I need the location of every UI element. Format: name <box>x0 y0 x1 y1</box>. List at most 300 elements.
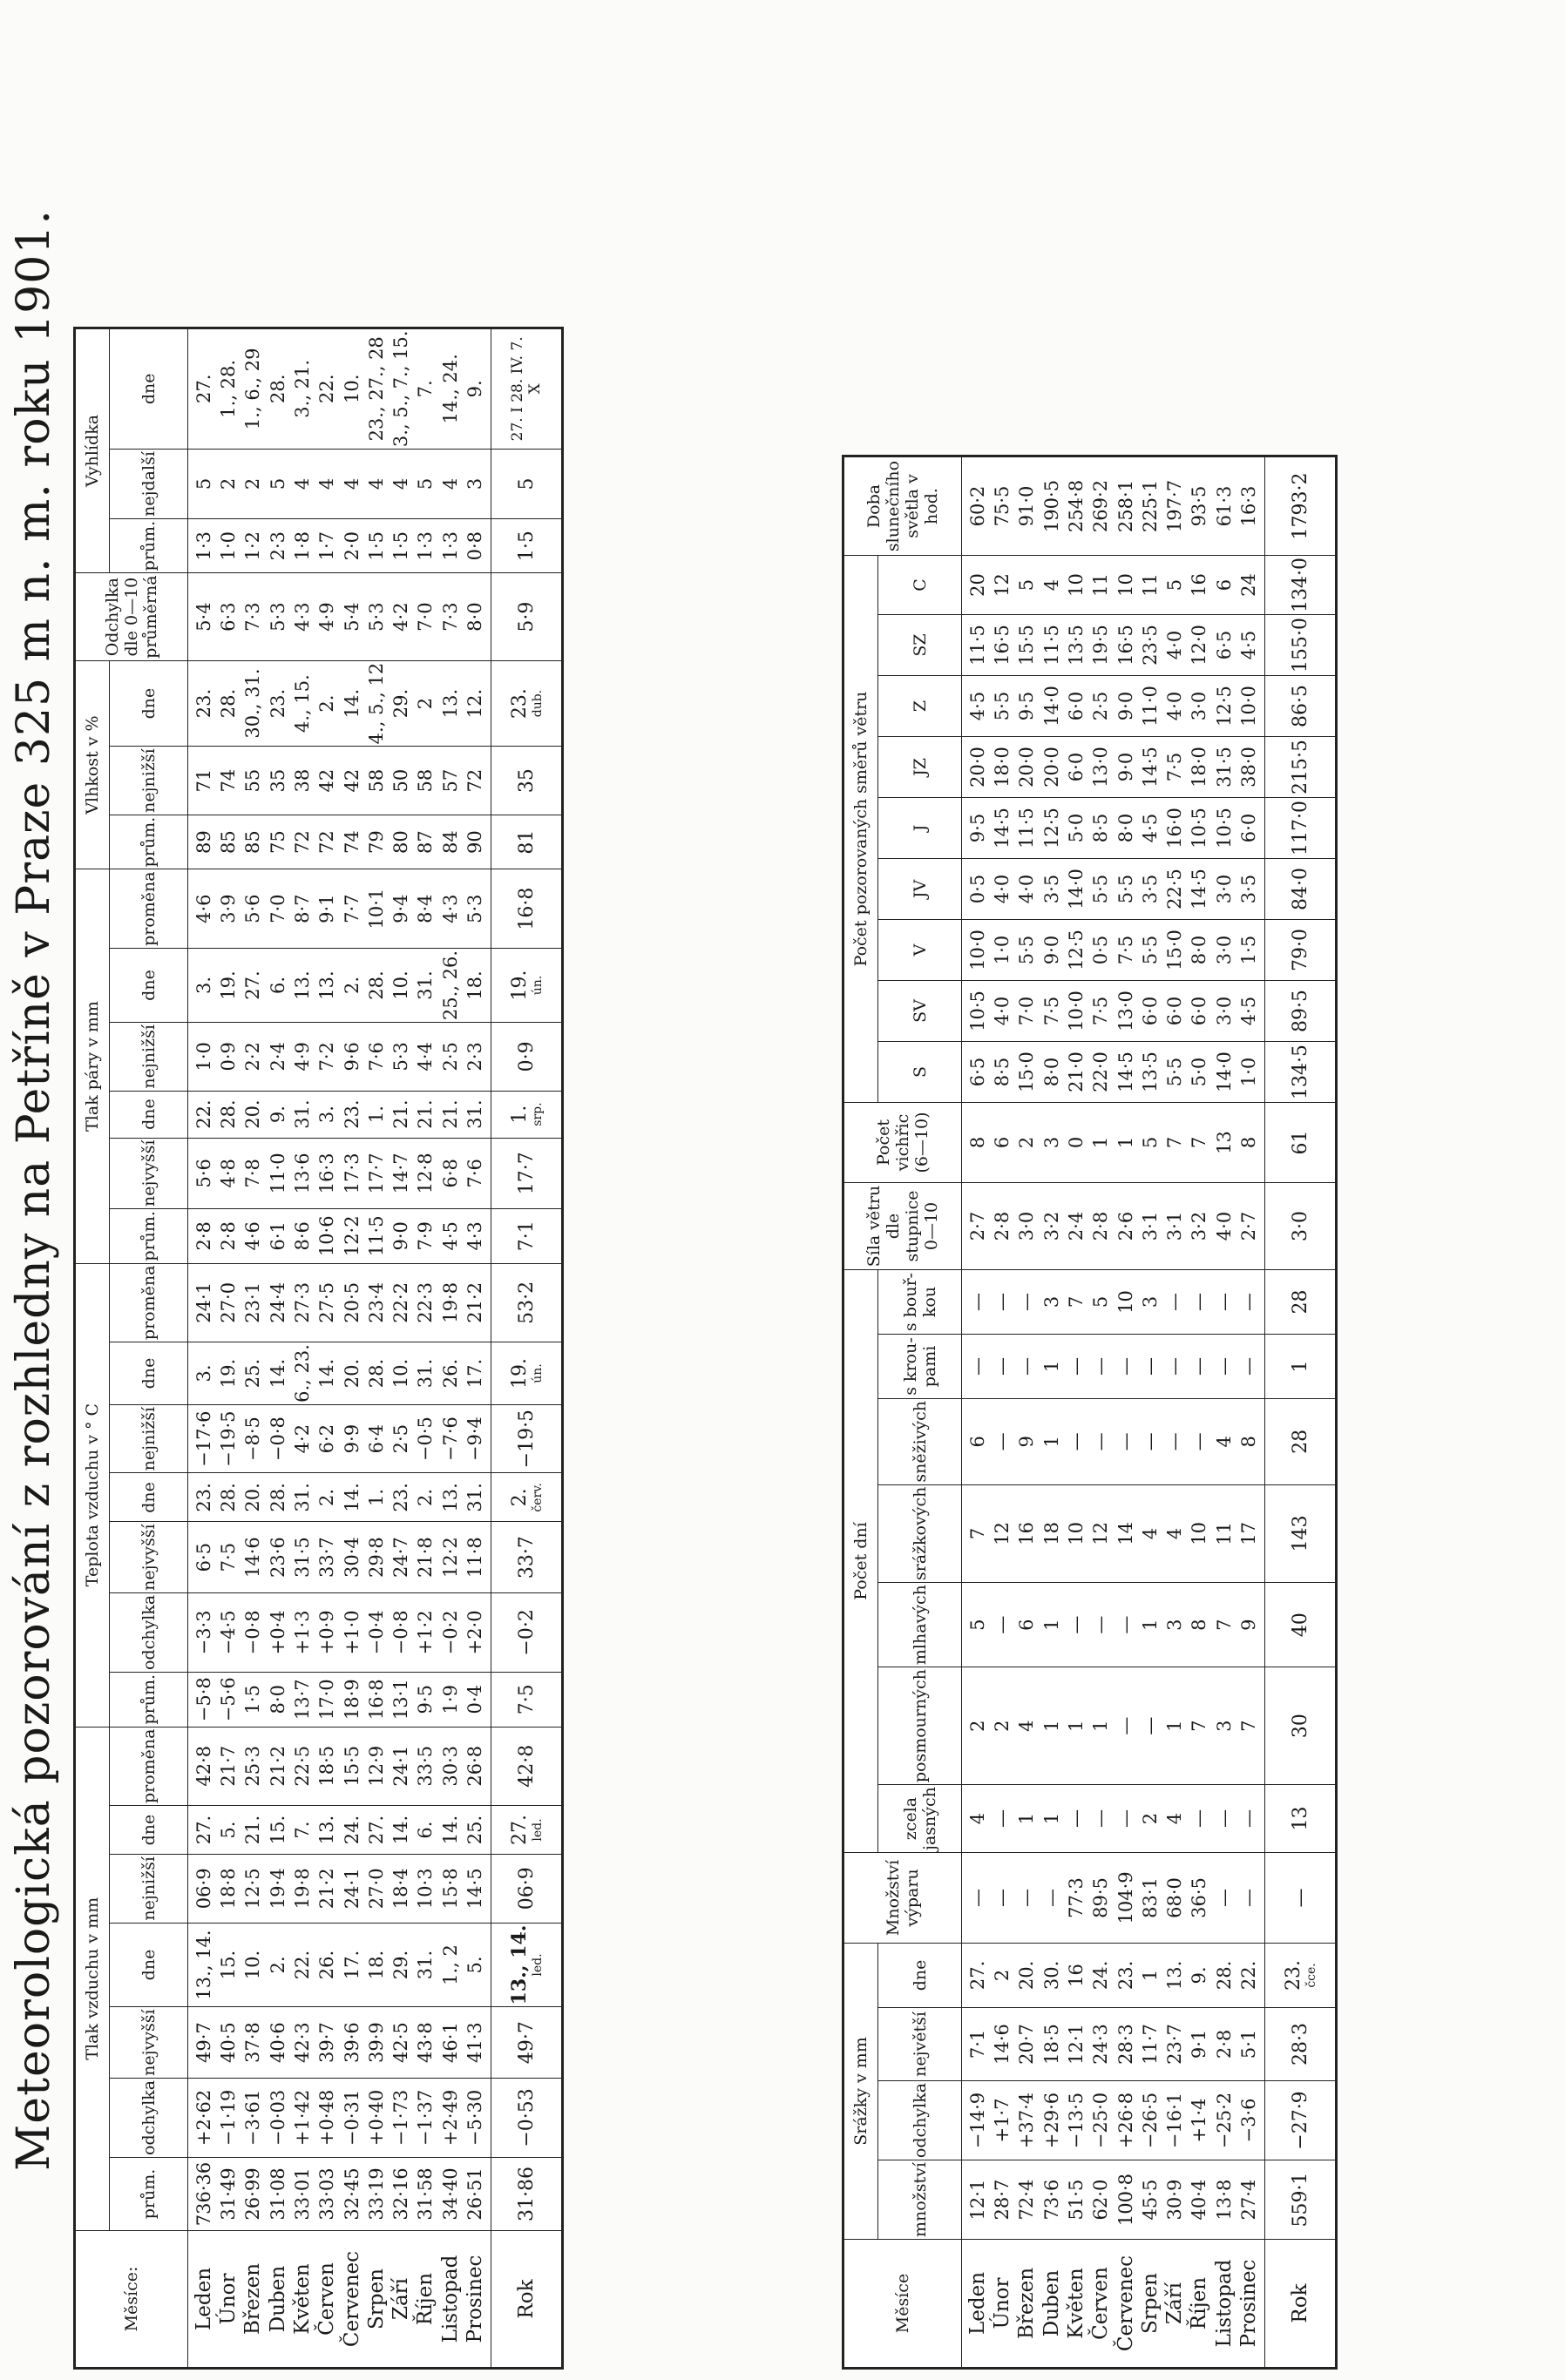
year-jasne: 13 <box>1265 1785 1337 1853</box>
table-cell: 72 <box>316 830 338 854</box>
group-vapour: Tlak páry v mm <box>75 869 110 1263</box>
header-v-min-dne: dne <box>110 948 188 1022</box>
col-p-odch <box>188 2078 491 2157</box>
table-cell: 3 <box>1164 1619 1186 1631</box>
table-cell: — <box>1213 1292 1235 1311</box>
table-cell: 1·5 <box>1237 935 1259 965</box>
table-cell: 6·0 <box>1065 752 1087 782</box>
table-cell: 20. <box>1016 1960 1038 1991</box>
table-cell: 3., 21. <box>291 359 313 418</box>
table-cell: 8·0 <box>1040 1057 1062 1087</box>
table-cell: 13. <box>439 688 461 719</box>
year-h-min-dne: 23. dub. <box>491 660 563 747</box>
table-cell: 2. <box>316 1488 338 1506</box>
col-p-min-dne <box>188 1806 491 1855</box>
table-cell: 14·5 <box>1189 869 1210 909</box>
table-cell: 19·8 <box>439 1281 461 1323</box>
table-cell: 3 <box>1139 1295 1161 1308</box>
header-p-max: nejvyšší <box>110 2007 188 2078</box>
header-h-min: nejnižší <box>110 747 188 815</box>
table-cell: 4 <box>390 477 412 490</box>
table-cell: 72 <box>291 830 313 854</box>
year-t-max-dne: 2. červ. <box>491 1473 563 1522</box>
month-list <box>188 2231 491 2369</box>
table-cell: 35 <box>267 768 288 793</box>
table-cell: 1 <box>1040 1360 1062 1373</box>
table-cell: 6·1 <box>267 1221 288 1251</box>
table-cell: 55 <box>242 768 264 793</box>
table-cell: 12·1 <box>966 2179 988 2221</box>
header-t-max-dne: dne <box>110 1473 188 1522</box>
table-cell: 14. <box>316 1358 338 1389</box>
year-vypar: — <box>1265 1852 1337 1943</box>
table-cell: 84 <box>439 830 461 854</box>
year-h-prum: 81 <box>491 815 563 869</box>
table-cell: 16 <box>1016 1522 1038 1545</box>
table-cell: 14·5 <box>992 808 1013 849</box>
header-v-max-dne: dne <box>110 1091 188 1138</box>
table-cell: 20 <box>966 573 988 597</box>
year-p-min: 06·9 <box>491 1855 563 1924</box>
table-cell: 100·8 <box>1114 2173 1136 2227</box>
table-cell: 6 <box>966 1436 988 1448</box>
table-cell: 28·7 <box>992 2179 1013 2221</box>
group-temperature: Teplota vzduchu v ° C <box>75 1263 110 1727</box>
table-cell: 3·5 <box>1139 874 1161 904</box>
table-cell: 8·5 <box>992 1057 1013 1087</box>
col-pr-odch <box>962 2080 1265 2160</box>
col-t-min <box>188 1404 491 1473</box>
year-t-prum: 7·5 <box>491 1672 563 1727</box>
year-pr-mn: 559·1 <box>1265 2160 1337 2240</box>
table-cell: 60·2 <box>966 485 988 527</box>
table-cell: 2·2 <box>242 1042 264 1072</box>
table-cell: 7 <box>1065 1295 1087 1308</box>
table-cell: 33·19 <box>365 2167 387 2221</box>
table-cell: 34·40 <box>439 2167 461 2221</box>
col-dir-s <box>962 1041 1265 1102</box>
table-cell: 8·5 <box>1090 813 1112 843</box>
year-dir-jz: 215·5 <box>1265 736 1337 797</box>
table-cell: 22. <box>1237 1960 1259 1991</box>
table-cell: −13·5 <box>1065 2092 1087 2149</box>
month-label: Květen <box>1064 2268 1087 2339</box>
table-cell: 18·4 <box>390 1868 412 1910</box>
table-cell: 38·0 <box>1237 747 1259 788</box>
table-cell: 1·2 <box>242 531 264 561</box>
table-cell: 6·0 <box>1237 813 1259 843</box>
table-cell: 10·5 <box>1213 808 1235 849</box>
table-cell: −1·37 <box>415 2089 437 2147</box>
table-cell: 4·5 <box>1237 630 1259 660</box>
table-cell: 11·5 <box>1040 625 1062 666</box>
table-cell: 2·7 <box>966 1211 988 1241</box>
table-cell: −17·6 <box>193 1410 214 1467</box>
table-cell: 24·7 <box>390 1537 412 1578</box>
table-cell: 4 <box>1040 578 1062 592</box>
year-dir-v: 79·0 <box>1265 919 1337 980</box>
col-pr-max <box>962 2007 1265 2080</box>
col-sraz <box>962 1484 1265 1582</box>
table-cell: — <box>992 1292 1013 1311</box>
table-cell: 27. <box>193 374 214 404</box>
table-cell: 3·0 <box>1016 1211 1038 1241</box>
table-cell: 4·0 <box>1016 874 1038 904</box>
table-cell: 4 <box>365 477 387 490</box>
table-cell: −1·19 <box>218 2089 240 2147</box>
header-pr-dne: dne <box>878 1943 962 2007</box>
year-h-min: 35 <box>491 747 563 815</box>
table-cell: — <box>1065 1356 1087 1376</box>
table-pressure-temperature <box>73 327 564 2370</box>
table-cell: 42·8 <box>193 1745 214 1787</box>
year-dir-jv: 84·0 <box>1265 858 1337 919</box>
table-cell: 20. <box>242 1099 264 1129</box>
table-cell: +2·0 <box>464 1610 485 1655</box>
year-p-max-dne: 13., 14. led. <box>491 1923 563 2007</box>
table-cell: — <box>992 1356 1013 1376</box>
table-cell: 42 <box>341 768 362 793</box>
table-cell: — <box>1065 1615 1087 1634</box>
table-cell: 14·0 <box>1213 1051 1235 1092</box>
table-cell: 4·0 <box>1164 691 1186 721</box>
table-cell: 5 <box>1090 1295 1112 1308</box>
header-sraz: srážkových <box>878 1484 962 1582</box>
table-cell: 41·3 <box>464 2022 485 2064</box>
table-cell: +2·49 <box>439 2089 461 2147</box>
table-cell: 24·1 <box>193 1281 214 1323</box>
table-cell: 4 <box>1164 1527 1186 1540</box>
table-cell: 9·5 <box>415 1685 437 1714</box>
table-cell: 3·0 <box>1213 935 1235 965</box>
table-cell: 5·5 <box>1090 874 1112 904</box>
table-cell: 1 <box>1139 1969 1161 1982</box>
table-cell: 23. <box>267 688 288 719</box>
table-cell: −0·5 <box>415 1417 437 1462</box>
table-cell: 9·0 <box>390 1221 412 1251</box>
table-cell: 73·6 <box>1040 2179 1062 2221</box>
table-cell: 6·0 <box>1164 996 1186 1026</box>
table-cell: 8·0 <box>1114 813 1136 843</box>
table-cell: 15. <box>267 1815 288 1845</box>
table-cell: 4·5 <box>966 691 988 721</box>
table-cell: — <box>1040 1888 1062 1907</box>
t2-month-header: Měsíce <box>843 2240 962 2369</box>
table-cell: 0·5 <box>1090 935 1112 965</box>
table-cell: — <box>1114 1432 1136 1451</box>
table-cell: 17·7 <box>365 1153 387 1194</box>
table-cell: 27·0 <box>218 1281 240 1323</box>
col-h-prum <box>188 815 491 869</box>
table-cell: 6. <box>415 1821 437 1839</box>
table-cell: 12 <box>1090 1522 1112 1545</box>
table-cell: 17 <box>1237 1522 1259 1545</box>
header-v-prom: proměna <box>110 869 188 949</box>
table-cell: 7·0 <box>267 894 288 923</box>
month-label: Březen <box>241 2262 265 2336</box>
table-cell: 5·1 <box>1237 2029 1259 2059</box>
table-cell: 11 <box>1213 1522 1235 1545</box>
header-h-min-dne: dne <box>110 660 188 747</box>
table-cell: 3. <box>316 1105 338 1124</box>
table-cell: 28. <box>218 688 240 719</box>
table-cell: 14·6 <box>242 1537 264 1578</box>
table-cell: +0·48 <box>316 2089 338 2147</box>
table-cell: 2. <box>316 694 338 713</box>
table-cell: 89 <box>193 830 214 854</box>
table-cell: — <box>966 1888 988 1907</box>
table-cell: 4 <box>291 477 313 490</box>
table-cell: 1 <box>1139 1619 1161 1631</box>
col-t-max <box>188 1522 491 1592</box>
table-cell: 6·0 <box>1139 996 1161 1026</box>
month-label: Říjen <box>414 2272 437 2326</box>
table-cell: 5 <box>415 477 437 490</box>
year-t-max: 33·7 <box>491 1522 563 1592</box>
header-pr-mn: množství <box>878 2160 962 2240</box>
table-cell: — <box>1065 1809 1087 1829</box>
table-cell: −19·5 <box>218 1410 240 1467</box>
table-cell: 28. <box>1213 1960 1235 1991</box>
table-cell: 10·6 <box>316 1215 338 1257</box>
table-cell: 93·5 <box>1189 485 1210 527</box>
col-jasne <box>962 1785 1265 1853</box>
table-cell: 27·3 <box>291 1281 313 1323</box>
table-cell: — <box>1090 1356 1112 1376</box>
table-cell: 32·16 <box>390 2167 412 2221</box>
table-cell: — <box>1016 1356 1038 1376</box>
table-cell: 75·5 <box>992 485 1013 527</box>
table-cell: — <box>1139 1432 1161 1451</box>
col-dir-sv <box>962 980 1265 1041</box>
table-cell: 27. <box>193 1815 214 1845</box>
year-bour: 28 <box>1265 1269 1337 1334</box>
table-cell: −26·5 <box>1139 2092 1161 2149</box>
table-cell: 1 <box>1016 1812 1038 1825</box>
table-cell: −3·3 <box>193 1610 214 1655</box>
year-vis-dne: 27. I 28. IV. 7. X <box>491 328 563 450</box>
group-humidity: Vlhkost v % <box>75 660 110 869</box>
table-cell: 21·2 <box>464 1281 485 1323</box>
table-cell: 42·3 <box>291 2022 313 2064</box>
table-cell: 68·0 <box>1164 1877 1186 1918</box>
table-cell: 6·2 <box>316 1423 338 1454</box>
table-cell: 10 <box>1065 1522 1087 1545</box>
col-t-prom <box>188 1263 491 1342</box>
table-cell: 1 <box>1164 1720 1186 1732</box>
table-cell: 9. <box>1189 1966 1210 1984</box>
table-cell: 5·3 <box>267 602 288 632</box>
table-cell: −0·2 <box>439 1610 461 1655</box>
table-cell: — <box>1237 1356 1259 1376</box>
table-cell: — <box>1139 1716 1161 1735</box>
table-cell: 19. <box>218 1358 240 1389</box>
table-cell: 11·8 <box>464 1537 485 1578</box>
table-cell: 5·5 <box>1164 1057 1186 1087</box>
table-cell: 25·3 <box>242 1745 264 1787</box>
table-cell: — <box>966 1356 988 1376</box>
table-cell: 23. <box>341 1099 362 1129</box>
table-cell: 13. <box>291 970 313 1000</box>
table-cell: 3 <box>1040 1295 1062 1308</box>
table-cell: −0·4 <box>365 1610 387 1655</box>
table-cell: 42·5 <box>390 2022 412 2064</box>
table-cell: 21·2 <box>316 1868 338 1910</box>
table-cell: 1·7 <box>316 531 338 561</box>
table-cell: 31. <box>291 1099 313 1129</box>
table-cell: — <box>1090 1809 1112 1829</box>
table-cell: 3·2 <box>1040 1211 1062 1241</box>
header-dir-s: S <box>878 1041 962 1102</box>
table-cell: +2·62 <box>193 2089 214 2147</box>
year-dir-s: 134·5 <box>1265 1041 1337 1102</box>
table-cell: 197·7 <box>1164 479 1186 533</box>
table-cell: 33·5 <box>415 1745 437 1787</box>
table-cell: 7 <box>1164 1136 1186 1149</box>
table-cell: 45·5 <box>1139 2179 1161 2221</box>
table-cell: 1·3 <box>415 531 437 561</box>
table-cell: 18. <box>464 970 485 1000</box>
col-dir-c <box>962 556 1265 615</box>
table-cell: 7. <box>415 380 437 398</box>
table-cell: 15·8 <box>439 1868 461 1910</box>
table-cell: 15·0 <box>1016 1051 1038 1092</box>
table-cell: 10 <box>1189 1522 1210 1545</box>
table-cell: 9·4 <box>390 894 412 923</box>
table-cell: 4·5 <box>1237 996 1259 1026</box>
header-dir-c: C <box>878 556 962 615</box>
header-t-max: nejvyšší <box>110 1522 188 1592</box>
table-cell: 5 <box>966 1619 988 1631</box>
table-cell: 12·5 <box>1040 808 1062 849</box>
table-cell: 5. <box>464 1956 485 1974</box>
table-cell: 7 <box>1189 1136 1210 1149</box>
table-cell: 2 <box>992 1969 1013 1982</box>
table-cell: 28. <box>267 374 288 404</box>
year-vichr: 61 <box>1265 1102 1337 1182</box>
table-cell: 21·2 <box>267 1745 288 1787</box>
table-cell: — <box>1164 1356 1186 1376</box>
table-cell: 31. <box>415 1950 437 1980</box>
table-cell: 37·8 <box>242 2022 264 2064</box>
table-cell: 1., 2 <box>439 1944 461 1985</box>
table-cell: 1 <box>1090 1136 1112 1149</box>
table-cell: 17·0 <box>316 1679 338 1721</box>
table-cell: 2 <box>1016 1136 1038 1149</box>
table-cell: 21. <box>242 1815 264 1845</box>
table-cell: 28·3 <box>1114 2024 1136 2065</box>
year-pr-max: 28·3 <box>1265 2007 1337 2080</box>
month-label: Únor <box>217 2273 241 2325</box>
table-cell: 13·0 <box>1114 991 1136 1031</box>
table-cell: 7·5 <box>1164 752 1186 782</box>
year-label: Rok <box>491 2231 563 2369</box>
table-cell: 85 <box>242 830 264 854</box>
table-cell: 9 <box>1237 1619 1259 1631</box>
table-cell: 20·0 <box>966 747 988 788</box>
table-cell: 57 <box>439 768 461 793</box>
table-cell: 61·3 <box>1213 485 1235 527</box>
table-cell: 9·0 <box>1114 752 1136 782</box>
table-cell: 39·6 <box>341 2022 362 2064</box>
month-label: Prosinec <box>463 2255 486 2343</box>
col-snez <box>962 1398 1265 1484</box>
header-vis-prum: prům. <box>110 518 188 573</box>
table-cell: 28. <box>218 1099 240 1129</box>
table-cell: 12·0 <box>1189 625 1210 666</box>
header-posm: posmourných <box>878 1667 962 1785</box>
table-cell: 20. <box>242 1483 264 1512</box>
table-cell: 11 <box>1139 573 1161 597</box>
table-cell: 23. <box>1114 1960 1136 1991</box>
table-cell: 1·0 <box>218 531 240 561</box>
year-v-max-dne: 1. srp. <box>491 1091 563 1138</box>
table-cell: 16·3 <box>1237 485 1259 527</box>
table-cell: 7·3 <box>242 602 264 632</box>
table-cell: 5·3 <box>365 602 387 632</box>
table-cell: 14. <box>341 688 362 719</box>
table-cell: +0·4 <box>267 1610 288 1655</box>
table-cell: 190·5 <box>1040 479 1062 533</box>
table-cell: 10·3 <box>415 1868 437 1910</box>
table-cell: −14·9 <box>966 2092 988 2149</box>
table-cell: −5·6 <box>218 1677 240 1722</box>
table-cell: 62·0 <box>1090 2179 1112 2221</box>
table-cell: — <box>1016 1292 1038 1311</box>
table-cell: 19·5 <box>1090 625 1112 666</box>
table-cell: 10. <box>390 970 412 1000</box>
header-dir-jv: JV <box>878 858 962 919</box>
table-cell: 16·3 <box>316 1153 338 1194</box>
header-bour: s bouř-kou <box>878 1269 962 1334</box>
month-label: Listopad <box>438 2255 462 2343</box>
table-cell: 14. <box>341 1483 362 1512</box>
table-cell: 2 <box>1139 1812 1161 1825</box>
table-cell: 5·5 <box>1016 935 1038 965</box>
table-cell: 4·0 <box>992 996 1013 1026</box>
table-cell: 51·5 <box>1065 2179 1087 2221</box>
table-cell: 4·0 <box>992 874 1013 904</box>
table-cell: 7·5 <box>218 1542 240 1572</box>
table-cell: 8·6 <box>291 1221 313 1251</box>
table-cell: +1·4 <box>1189 2098 1210 2143</box>
table-cell: 9·0 <box>1040 935 1062 965</box>
month-label: Leden <box>965 2271 989 2336</box>
table-cell: 18·8 <box>218 1868 240 1910</box>
header-p-odch: odchylka <box>110 2078 188 2157</box>
table-cell: — <box>966 1292 988 1311</box>
table-cell: 83·1 <box>1139 1877 1161 1918</box>
table-cell: 43·8 <box>415 2022 437 2064</box>
table-cell: 79 <box>365 830 387 854</box>
table-cell: 1 <box>1040 1812 1062 1825</box>
table-cell: 23·4 <box>365 1281 387 1323</box>
table-cell: 29·8 <box>365 1537 387 1578</box>
header-p-max-dne: dne <box>110 1923 188 2007</box>
table-cell: −3·6 <box>1237 2098 1259 2143</box>
table-cell: 8 <box>1237 1436 1259 1448</box>
table-cell: 11·7 <box>1139 2024 1161 2065</box>
table-cell: 23., 27., 28 <box>365 336 387 442</box>
table-cell: 4., 5., 12 <box>365 662 387 745</box>
table-cell: 9·9 <box>341 1423 362 1454</box>
table-cell: +1·3 <box>291 1610 313 1655</box>
table-cell: 5·4 <box>341 602 362 632</box>
table-cell: 74 <box>218 768 240 793</box>
table-cell: 19. <box>218 970 240 1000</box>
year-v-min-dne: 19. ún. <box>491 948 563 1022</box>
table-cell: −16·1 <box>1164 2092 1186 2149</box>
